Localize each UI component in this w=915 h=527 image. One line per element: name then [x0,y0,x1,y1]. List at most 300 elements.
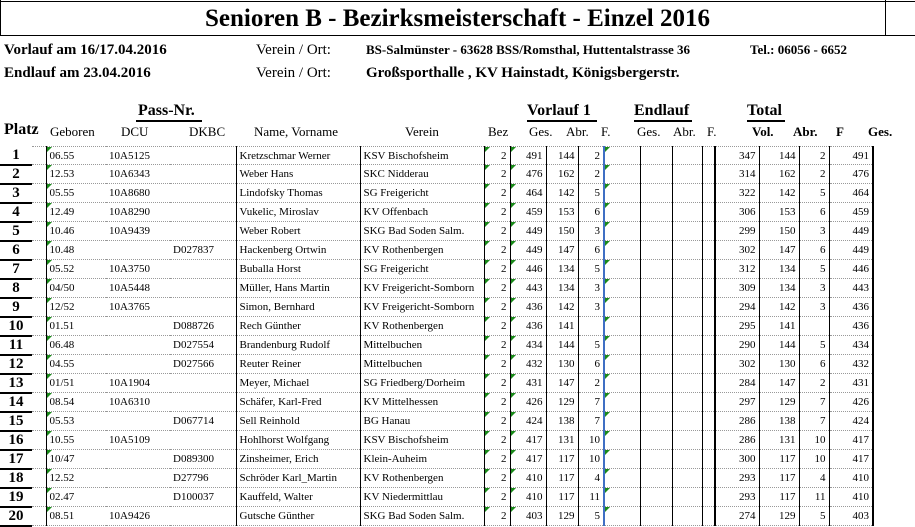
total-abr-cell: 134 [759,279,799,298]
bez-cell: 2 [484,184,510,203]
total-vol-cell: 314 [715,165,759,184]
total-ges-cell: 426 [829,393,873,412]
vorlauf-verein-label: Verein / Ort: [256,42,331,58]
dkbc-cell: D100037 [170,488,236,507]
endlauf-abr-cell [640,393,672,412]
geboren-cell: 05.55 [46,184,106,203]
name-cell: Sell Reinhold [236,412,360,431]
total-ges-cell: 431 [829,374,873,393]
header-total-ges: Ges. [868,124,893,139]
total-f-cell: 3 [799,298,829,317]
vorlauf-abr-cell: 141 [546,317,578,336]
total-f-cell: 7 [799,393,829,412]
bez-cell: 2 [484,203,510,222]
gap [702,298,715,317]
header-bez: Bez [488,124,509,139]
endlauf-ges-cell [604,431,640,450]
endlauf-abr-cell [640,165,672,184]
total-f-cell: 5 [799,507,829,526]
vorlauf-ges-cell: 491 [510,147,546,165]
vorlauf-f-cell: 6 [578,241,604,260]
header-dkbc: DKBC [189,124,226,139]
platz: 16 [0,431,32,450]
dcu-cell: 10A5109 [106,431,170,450]
endlauf-f-cell [672,393,702,412]
table-row [0,355,873,374]
table-row [0,184,873,203]
vorlauf-abr-cell: 134 [546,279,578,298]
geboren-cell: 10.55 [46,431,106,450]
table-row [0,279,873,298]
vorlauf-abr-cell: 117 [546,450,578,469]
header-endlauf-abr: Abr. [673,124,696,139]
dkbc-cell [170,203,236,222]
geboren-cell: 06.55 [46,147,106,165]
name-cell: Zinsheimer, Erich [236,450,360,469]
geboren-cell: 08.54 [46,393,106,412]
vorlauf-f-cell [578,317,604,336]
dkbc-cell: D27796 [170,469,236,488]
total-vol-cell: 300 [715,450,759,469]
verein-cell: KV Rothenbergen [360,317,484,336]
endlauf-f-cell [672,450,702,469]
gap [702,165,715,184]
gap [702,317,715,336]
endlauf-abr-cell [640,260,672,279]
header-pass-nr: Pass-Nr. [138,102,195,119]
dkbc-cell [170,393,236,412]
verein-cell: KSV Bischofsheim [360,431,484,450]
endlauf-f-cell [672,165,702,184]
vorlauf-ges-cell: 424 [510,412,546,431]
spacer [32,260,46,279]
verein-cell: Mittelbuchen [360,336,484,355]
table-row [0,374,873,393]
spacer [32,165,46,184]
total-ges-cell: 436 [829,298,873,317]
total-ges-cell: 464 [829,184,873,203]
header-vol: Vol. [752,124,774,139]
bez-cell: 2 [484,279,510,298]
total-vol-cell: 302 [715,355,759,374]
table-row [0,241,873,260]
dkbc-cell: D089300 [170,450,236,469]
bez-cell: 2 [484,147,510,165]
endlauf-ges-cell [604,279,640,298]
platz: 9 [0,298,32,317]
spacer [32,147,46,165]
gap [702,203,715,222]
endlauf-abr-cell [640,336,672,355]
vorlauf-f-cell: 11 [578,488,604,507]
vorlauf-f-cell: 5 [578,260,604,279]
total-abr-cell: 150 [759,222,799,241]
dkbc-cell [170,165,236,184]
vorlauf-abr-cell: 153 [546,203,578,222]
verein-cell: SKC Nidderau [360,165,484,184]
vorlauf-ges-cell: 443 [510,279,546,298]
spacer [32,184,46,203]
endlauf-ges-cell [604,241,640,260]
total-ges-cell: 403 [829,507,873,526]
verein-cell: SG Friedberg/Dorheim [360,374,484,393]
total-ges-cell: 436 [829,317,873,336]
total-vol-cell: 309 [715,279,759,298]
bez-cell: 2 [484,222,510,241]
table-row [0,488,873,507]
endlauf-verein-label: Verein / Ort: [256,65,331,81]
platz: 2 [0,165,32,184]
dkbc-cell [170,184,236,203]
gap [702,147,715,165]
table-row [0,260,873,279]
endlauf-ges-cell [604,298,640,317]
bez-cell: 2 [484,298,510,317]
table-row [0,431,873,450]
vorlauf-abr-cell: 131 [546,431,578,450]
dcu-cell: 10A5448 [106,279,170,298]
header-endlauf-ges: Ges. [637,124,661,139]
vorlauf-abr-cell: 134 [546,260,578,279]
endlauf-ges-cell [604,507,640,526]
total-abr-cell: 153 [759,203,799,222]
endlauf-ges-cell [604,203,640,222]
total-f-cell: 7 [799,412,829,431]
name-cell: Gutsche Günther [236,507,360,526]
total-abr-cell: 117 [759,469,799,488]
vorlauf-ges-cell: 459 [510,203,546,222]
dcu-cell [106,469,170,488]
vorlauf-f-cell: 10 [578,450,604,469]
dkbc-cell [170,431,236,450]
vorlauf-ges-cell: 476 [510,165,546,184]
total-abr-cell: 144 [759,336,799,355]
endlauf-ges-cell [604,393,640,412]
bez-cell: 2 [484,336,510,355]
endlauf-f-cell [672,355,702,374]
vorlauf-ges-cell: 446 [510,260,546,279]
endlauf-f-cell [672,317,702,336]
vorlauf-f-cell: 3 [578,279,604,298]
endlauf-f-cell [672,507,702,526]
dcu-cell [106,355,170,374]
name-cell: Reuter Reiner [236,355,360,374]
vorlauf-ges-cell: 449 [510,241,546,260]
dkbc-cell [170,374,236,393]
endlauf-ges-cell [604,469,640,488]
gap [702,393,715,412]
total-vol-cell: 295 [715,317,759,336]
verein-cell: Mittelbuchen [360,355,484,374]
geboren-cell: 05.52 [46,260,106,279]
platz: 17 [0,450,32,469]
total-ges-cell: 449 [829,241,873,260]
total-ges-cell: 410 [829,469,873,488]
total-vol-cell: 286 [715,412,759,431]
vorlauf-ges-cell: 417 [510,450,546,469]
total-abr-cell: 142 [759,184,799,203]
spacer [32,355,46,374]
vorlauf-abr-cell: 150 [546,222,578,241]
total-f-cell: 6 [799,241,829,260]
total-abr-cell: 129 [759,393,799,412]
platz: 20 [0,507,32,526]
dcu-cell [106,317,170,336]
total-abr-cell: 144 [759,147,799,165]
endlauf-f-cell [672,147,702,165]
bez-cell: 2 [484,374,510,393]
vorlauf-abr-cell: 117 [546,488,578,507]
vorlauf-ges-cell: 436 [510,298,546,317]
header-endlauf-f: F. [707,124,717,139]
name-cell: Meyer, Michael [236,374,360,393]
endlauf-abr-cell [640,507,672,526]
dcu-cell: 10A6343 [106,165,170,184]
table-row [0,222,873,241]
endlauf-abr-cell [640,431,672,450]
total-f-cell: 6 [799,203,829,222]
endlauf-f-cell [672,469,702,488]
vorlauf-f-cell: 2 [578,147,604,165]
table-row [0,298,873,317]
header-endlauf: Endlauf [634,102,690,119]
total-vol-cell: 284 [715,374,759,393]
gap [702,412,715,431]
bez-cell: 2 [484,507,510,526]
endlauf-f-cell [672,412,702,431]
dcu-cell [106,412,170,431]
platz: 13 [0,374,32,393]
platz: 8 [0,279,32,298]
vorlauf-abr-cell: 147 [546,241,578,260]
spacer [32,488,46,507]
spacer [32,298,46,317]
vorlauf-abr-cell: 144 [546,336,578,355]
platz: 18 [0,469,32,488]
results-table [0,146,874,527]
dcu-cell [106,488,170,507]
name-cell: Simon, Bernhard [236,298,360,317]
endlauf-ges-cell [604,165,640,184]
geboren-cell: 01.51 [46,317,106,336]
endlauf-f-cell [672,203,702,222]
total-f-cell: 6 [799,355,829,374]
dkbc-cell [170,279,236,298]
name-cell: Hohlhorst Wolfgang [236,431,360,450]
spacer [32,393,46,412]
verein-cell: KV Niedermittlau [360,488,484,507]
vorlauf-f-cell: 5 [578,507,604,526]
dkbc-cell [170,222,236,241]
endlauf-abr-cell [640,450,672,469]
total-ges-cell: 434 [829,336,873,355]
total-abr-cell: 142 [759,298,799,317]
endlauf-verein-value: Großsporthalle , KV Hainstadt, Königsbergerstr. [366,65,680,81]
total-vol-cell: 306 [715,203,759,222]
table-row [0,203,873,222]
spacer [32,203,46,222]
endlauf-abr-cell [640,241,672,260]
dcu-cell: 10A9426 [106,507,170,526]
total-f-cell: 5 [799,336,829,355]
page-title: Senioren B - Bezirksmeisterschaft - Einzel 2016 [204,5,711,32]
total-f-cell: 2 [799,374,829,393]
spacer [32,431,46,450]
total-f-cell: 2 [799,147,829,165]
endlauf-f-cell [672,374,702,393]
bez-cell: 2 [484,469,510,488]
platz: 1 [0,147,32,165]
dcu-cell: 10A1904 [106,374,170,393]
bez-cell: 2 [484,431,510,450]
gap [702,260,715,279]
bez-cell: 2 [484,488,510,507]
total-ges-cell: 424 [829,412,873,431]
total-f-cell: 11 [799,488,829,507]
dkbc-cell: D027837 [170,241,236,260]
dcu-cell: 10A3765 [106,298,170,317]
platz: 7 [0,260,32,279]
platz: 6 [0,241,32,260]
bez-cell: 2 [484,412,510,431]
endlauf-ges-cell [604,336,640,355]
header-total-f: F [836,124,844,139]
vorlauf-ges-cell: 436 [510,317,546,336]
geboren-cell: 02.47 [46,488,106,507]
dcu-cell: 10A8290 [106,203,170,222]
dcu-cell: 10A3750 [106,260,170,279]
spacer [32,222,46,241]
vorlauf-f-cell: 2 [578,165,604,184]
name-cell: Weber Hans [236,165,360,184]
endlauf-abr-cell [640,147,672,165]
platz: 14 [0,393,32,412]
endlauf-ges-cell [604,222,640,241]
endlauf-ges-cell [604,260,640,279]
geboren-cell: 10/47 [46,450,106,469]
endlauf-abr-cell [640,203,672,222]
name-cell: Schäfer, Karl-Fred [236,393,360,412]
verein-cell: KV Offenbach [360,203,484,222]
vorlauf-ges-cell: 426 [510,393,546,412]
vorlauf-ges-cell: 464 [510,184,546,203]
spacer [32,374,46,393]
endlauf-f-cell [672,184,702,203]
vorlauf-abr-cell: 117 [546,469,578,488]
dcu-cell [106,336,170,355]
vorlauf-f-cell: 3 [578,222,604,241]
total-vol-cell: 297 [715,393,759,412]
vorlauf-ges-cell: 432 [510,355,546,374]
spacer [32,412,46,431]
total-vol-cell: 322 [715,184,759,203]
total-abr-cell: 131 [759,431,799,450]
name-cell: Kauffeld, Walter [236,488,360,507]
vorlauf-f-cell: 7 [578,393,604,412]
total-ges-cell: 476 [829,165,873,184]
dcu-cell: 10A6310 [106,393,170,412]
platz: 3 [0,184,32,203]
vorlauf-abr-cell: 129 [546,507,578,526]
dkbc-cell [170,260,236,279]
verein-cell: KV Mittelhessen [360,393,484,412]
endlauf-abr-cell [640,412,672,431]
dkbc-cell: D067714 [170,412,236,431]
verein-cell: KV Rothenbergen [360,241,484,260]
verein-cell: SG Freigericht [360,184,484,203]
vorlauf-ges-cell: 449 [510,222,546,241]
header-vorlauf1: Vorlauf 1 [527,102,591,119]
total-abr-cell: 129 [759,507,799,526]
endlauf-f-cell [672,222,702,241]
vorlauf-abr-cell: 142 [546,298,578,317]
total-ges-cell: 459 [829,203,873,222]
gap [702,450,715,469]
endlauf-abr-cell [640,355,672,374]
verein-cell: KV Freigericht-Somborn [360,298,484,317]
spacer [32,279,46,298]
bez-cell: 2 [484,317,510,336]
total-ges-cell: 443 [829,279,873,298]
vorlauf-abr-cell: 144 [546,147,578,165]
total-f-cell: 5 [799,184,829,203]
dkbc-cell [170,147,236,165]
header-dcu: DCU [121,124,149,139]
spacer [32,317,46,336]
total-ges-cell: 417 [829,450,873,469]
spacer [32,507,46,526]
total-f-cell: 4 [799,469,829,488]
vorlauf-abr-cell: 129 [546,393,578,412]
platz: 5 [0,222,32,241]
total-f-cell [799,317,829,336]
vorlauf-verein-value: BS-Salmünster - 63628 BSS/Romsthal, Huttentalstrasse 36 [366,42,691,57]
endlauf-f-cell [672,336,702,355]
total-ges-cell: 449 [829,222,873,241]
gap [702,374,715,393]
bez-cell: 2 [484,260,510,279]
header-total-abr: Abr. [793,124,818,139]
gap [702,488,715,507]
vorlauf-ges-cell: 417 [510,431,546,450]
total-abr-cell: 134 [759,260,799,279]
endlauf-f-cell [672,298,702,317]
endlauf-abr-cell [640,317,672,336]
total-abr-cell: 130 [759,355,799,374]
vorlauf-ges-cell: 403 [510,507,546,526]
gap [702,279,715,298]
total-vol-cell: 290 [715,336,759,355]
dcu-cell [106,450,170,469]
endlauf-abr-cell [640,488,672,507]
gap [702,241,715,260]
header-name: Name, Vorname [254,124,338,139]
dkbc-cell: D027566 [170,355,236,374]
endlauf-abr-cell [640,184,672,203]
total-abr-cell: 147 [759,374,799,393]
dcu-cell [106,241,170,260]
total-ges-cell: 417 [829,431,873,450]
dcu-cell: 10A8680 [106,184,170,203]
table-row [0,317,873,336]
header-verein: Verein [405,124,439,139]
name-cell: Kretzschmar Werner [236,147,360,165]
geboren-cell: 04.55 [46,355,106,374]
total-f-cell: 5 [799,260,829,279]
total-f-cell: 10 [799,431,829,450]
name-cell: Hackenberg Ortwin [236,241,360,260]
vorlauf-f-cell: 5 [578,184,604,203]
